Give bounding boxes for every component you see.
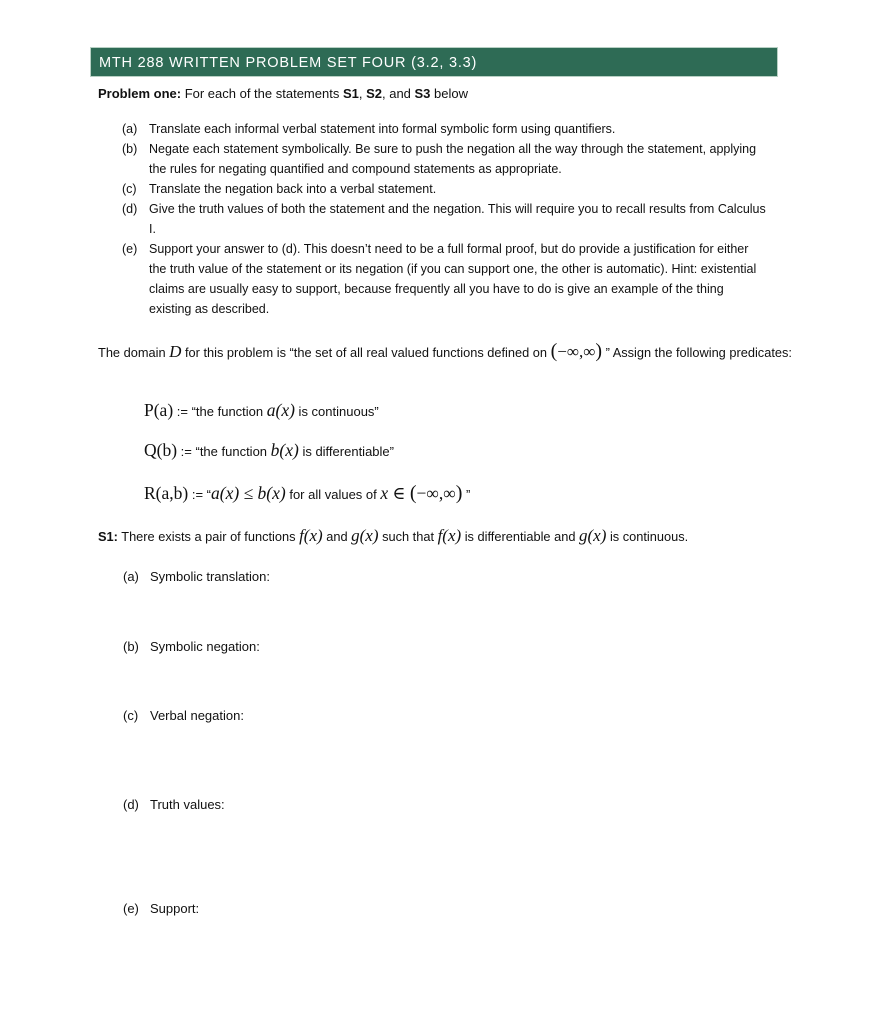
s1-text: such that [378,529,438,544]
p-lhs: P(a) [144,400,174,420]
item-label: (e) [122,242,138,256]
r-post: ” [462,487,471,502]
item-label: (a) [122,122,138,136]
problem-intro [98,86,468,101]
s1-statement [98,526,688,546]
answer-label: (a) [123,569,139,584]
answer-text: Support: [150,901,200,916]
r-variable: x [380,483,389,503]
domain-suffix: ” Assign the following predicates: [602,345,792,360]
element-of: ∈ [388,483,410,503]
intro-text: For each of the statements [181,86,343,101]
item-label: (c) [122,182,137,196]
g-function: g(x) [579,526,607,545]
predicate-p [144,400,379,421]
s2-ref: S2 [366,86,382,101]
item-label: (d) [122,202,138,216]
s3-ref: S3 [414,86,431,101]
predicate-q [144,440,394,461]
s1-ref: S1 [342,86,359,101]
g-function: g(x) [351,526,379,545]
p-pre: “the function [191,404,267,419]
assign-symbol: := [177,444,196,459]
list-item [122,139,767,179]
r-interval: −∞,∞ [416,483,456,503]
page-header: MTH 288 WRITTEN PROBLEM SET FOUR (3.2, 3.3) [90,47,778,77]
domain-statement: The domain D for this problem is “the set of all real valued functions defined on (−∞,∞) ” Assign the following predicates: [98,340,792,362]
item-text: Negate each statement symbolically. Be sure to push the negation all the way through the statement, applying the rules for negating quantified and compound statements as appropriate. [149,142,757,176]
q-function: b(x) [270,440,299,460]
domain-middle: for this problem is “the set of all real valued functions defined on [181,345,551,360]
s1-text: is differentiable and [461,529,580,544]
and-text: , and [381,86,415,101]
s1-text: There exists a pair of functions [117,529,300,544]
assign-symbol: := [188,487,207,502]
item-text: Support your answer to (d). This doesn’t need to be a full formal proof, but do provide a justification for either the truth value of the statement or its negation (if you can support one, the other is automatic). Hint: existential claims are usually easy to support, because frequently all you have to do is give an example of the thing existing as described. [149,242,757,316]
list-item [122,199,767,239]
comma: , [358,86,367,101]
r-mid: for all values of [285,487,381,502]
f-function: f(x) [299,526,323,545]
answer-item [123,901,199,916]
answer-item [123,569,270,584]
item-label: (b) [122,142,138,156]
list-item [122,239,767,319]
domain-symbol: D [169,342,182,361]
s1-text: is continuous. [606,529,689,544]
answer-text: Verbal negation: [150,708,244,723]
r-lhs: R(a,b) [144,483,189,503]
predicate-r: R(a,b) := “a(x) ≤ b(x) for all values of x ∈ (−∞,∞) ” [144,482,471,504]
item-text: Give the truth values of both the statement and the negation. This will require you to recall results from Calculus I. [149,202,766,236]
domain-prefix: The domain [98,345,170,360]
p-function: a(x) [266,400,295,420]
s1-text: and [322,529,352,544]
assign-symbol: := [173,404,192,419]
p-post: is continuous” [294,404,379,419]
answer-label: (e) [123,901,139,916]
instruction-list [122,119,767,319]
answer-text: Symbolic translation: [150,569,270,584]
item-text: Translate the negation back into a verbal statement. [149,182,437,196]
answer-label: (b) [123,639,139,654]
item-text: Translate each informal verbal statement into formal symbolic form using quantifiers. [149,122,616,136]
list-item [122,119,767,139]
q-post: is differentiable” [298,444,394,459]
answer-label: (d) [123,797,139,812]
r-expression: a(x) ≤ b(x) [211,483,286,503]
answer-item [123,639,260,654]
r-pre: “ [206,487,212,502]
answer-text: Symbolic negation: [150,639,260,654]
answer-item [123,708,244,723]
answer-text: Truth values: [150,797,225,812]
problem-label: Problem one: [98,86,182,101]
s1-label: S1: [98,529,118,544]
list-item [122,179,767,199]
answer-label: (c) [123,708,139,723]
q-pre: “the function [195,444,271,459]
answer-item [123,797,225,812]
below-text: below [430,86,468,101]
q-lhs: Q(b) [144,440,178,460]
f-function: f(x) [437,526,462,545]
domain-interval: −∞,∞ [557,342,596,361]
